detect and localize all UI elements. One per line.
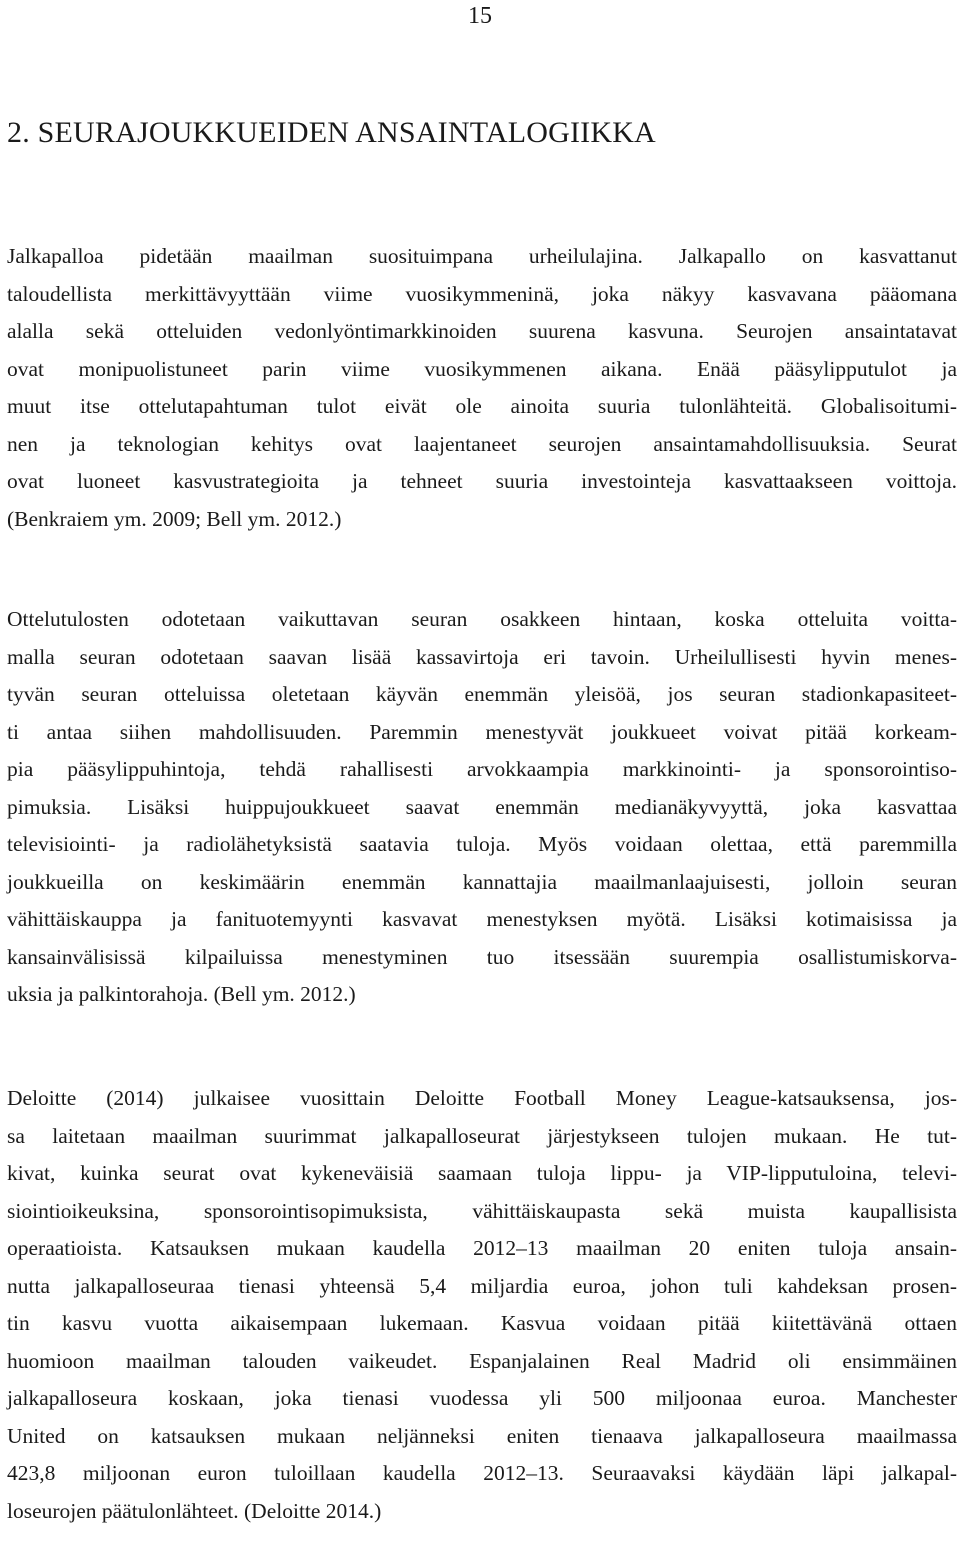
text-line: Ottelutulosten odotetaan vaikuttavan seuran osakkeen hintaan, koska otteluita voitta- (7, 607, 957, 631)
text-line: siointioikeuksina, sponsorointisopimuksista, vähittäiskaupasta sekä muista kaupallisista (7, 1198, 957, 1223)
text-line: 423,8 miljoonan euron tuloillaan kaudella 2012–13. Seuraavaksi käydään läpi jalkapal- (7, 1461, 957, 1485)
text-line: joukkueilla on keskimäärin enemmän kannattajia maailmanlaajuisesti, jolloin seuran (7, 869, 957, 894)
text-line: pia pääsylippuhintoja, tehdä rahallisesti arvokkaampia markkinointi- ja sponsorointiso- (7, 757, 957, 781)
text-line: operaatioista. Katsauksen mukaan kaudella 2012–13 maailman 20 eniten tuloja ansain- (7, 1236, 957, 1260)
paragraph-intro (7, 238, 957, 538)
text-line: muut itse ottelutapahtuman tulot eivät ole ainoita suuria tulonlähteitä. Globalisoitumi- (7, 394, 957, 418)
text-line: tyvän seuran otteluissa oletetaan käyvän enemmän yleisöä, jos seuran stadionkapasiteet- (7, 682, 957, 706)
text-line: United on katsauksen mukaan neljänneksi eniten tienaava jalkapalloseura maailmassa (7, 1423, 957, 1448)
text-line: tin kasvu vuotta aikaisempaan lukemaan. Kasvua voidaan pitää kiitettävänä ottaen (7, 1311, 957, 1335)
text-line: pimuksia. Lisäksi huippujoukkueet saavat enemmän medianäkyvyyttä, joka kasvattaa (7, 794, 957, 819)
text-line: sa laitetaan maailman suurimmat jalkapalloseurat järjestykseen tulojen mukaan. He tut- (7, 1123, 957, 1148)
chapter-title: 2. SEURAJOUKKUEIDEN ANSAINTALOGIIKKA (7, 116, 656, 149)
text-line: kivat, kuinka seurat ovat kykeneväisiä saamaan tuloja lippu- ja VIP-lipputuloina, televi- (7, 1161, 957, 1185)
text-line: uksia ja palkintorahoja. (Bell ym. 2012.) (7, 982, 356, 1006)
paragraph-deloitte (7, 1080, 957, 1530)
text-line: malla seuran odotetaan saavan lisää kassavirtoja eri tavoin. Urheilullisesti hyvin menes- (7, 644, 957, 669)
text-line: ovat monipuolistuneet parin viime vuosikymmenen aikana. Enää pääsylipputulot ja (7, 356, 957, 381)
text-line: nutta jalkapalloseuraa tienasi yhteensä 5,4 miljardia euroa, johon tuli kahdeksan prosen- (7, 1273, 957, 1298)
text-line: vähittäiskauppa ja fanituotemyynti kasvavat menestyksen myötä. Lisäksi kotimaisissa ja (7, 907, 957, 931)
text-line: (Benkraiem ym. 2009; Bell ym. 2012.) (7, 506, 342, 531)
text-line: ti antaa siihen mahdollisuuden. Paremmin menestyvät joukkueet voivat pitää korkeam- (7, 719, 957, 744)
text-line: nen ja teknologian kehitys ovat laajentaneet seurojen ansaintamahdollisuuksia. Seurat (7, 431, 957, 456)
text-line: taloudellista merkittävyyttään viime vuosikymmeninä, joka näkyy kasvavana pääomana (7, 281, 957, 306)
text-line: jalkapalloseura koskaan, joka tienasi vuodessa yli 500 miljoonaa euroa. Manchester (7, 1386, 957, 1410)
text-line: televisiointi- ja radiolähetyksistä saatavia tuloja. Myös voidaan olettaa, että paremmilla (7, 832, 957, 856)
page-number: 15 (468, 3, 492, 29)
text-line: Jalkapalloa pidetään maailman suosituimpana urheilulajina. Jalkapallo on kasvattanut (7, 244, 957, 268)
text-line: alalla sekä otteluiden vedonlyöntimarkkinoiden suurena kasvuna. Seurojen ansaintatavat (7, 319, 957, 343)
text-line: huomioon maailman talouden vaikeudet. Espanjalainen Real Madrid oli ensimmäinen (7, 1348, 957, 1373)
paragraph-match-results (7, 601, 957, 1014)
text-line: loseurojen päätulonlähteet. (Deloitte 2014.) (7, 1498, 382, 1523)
text-line: Deloitte (2014) julkaisee vuosittain Deloitte Football Money League-katsauksensa, jos- (7, 1086, 957, 1110)
text-line: kansainvälisissä kilpailuissa menestyminen tuo itsessään suurempia osallistumiskorva- (7, 944, 957, 969)
text-line: ovat luoneet kasvustrategioita ja tehneet suuria investointeja kasvattaakseen voittoja. (7, 469, 957, 493)
